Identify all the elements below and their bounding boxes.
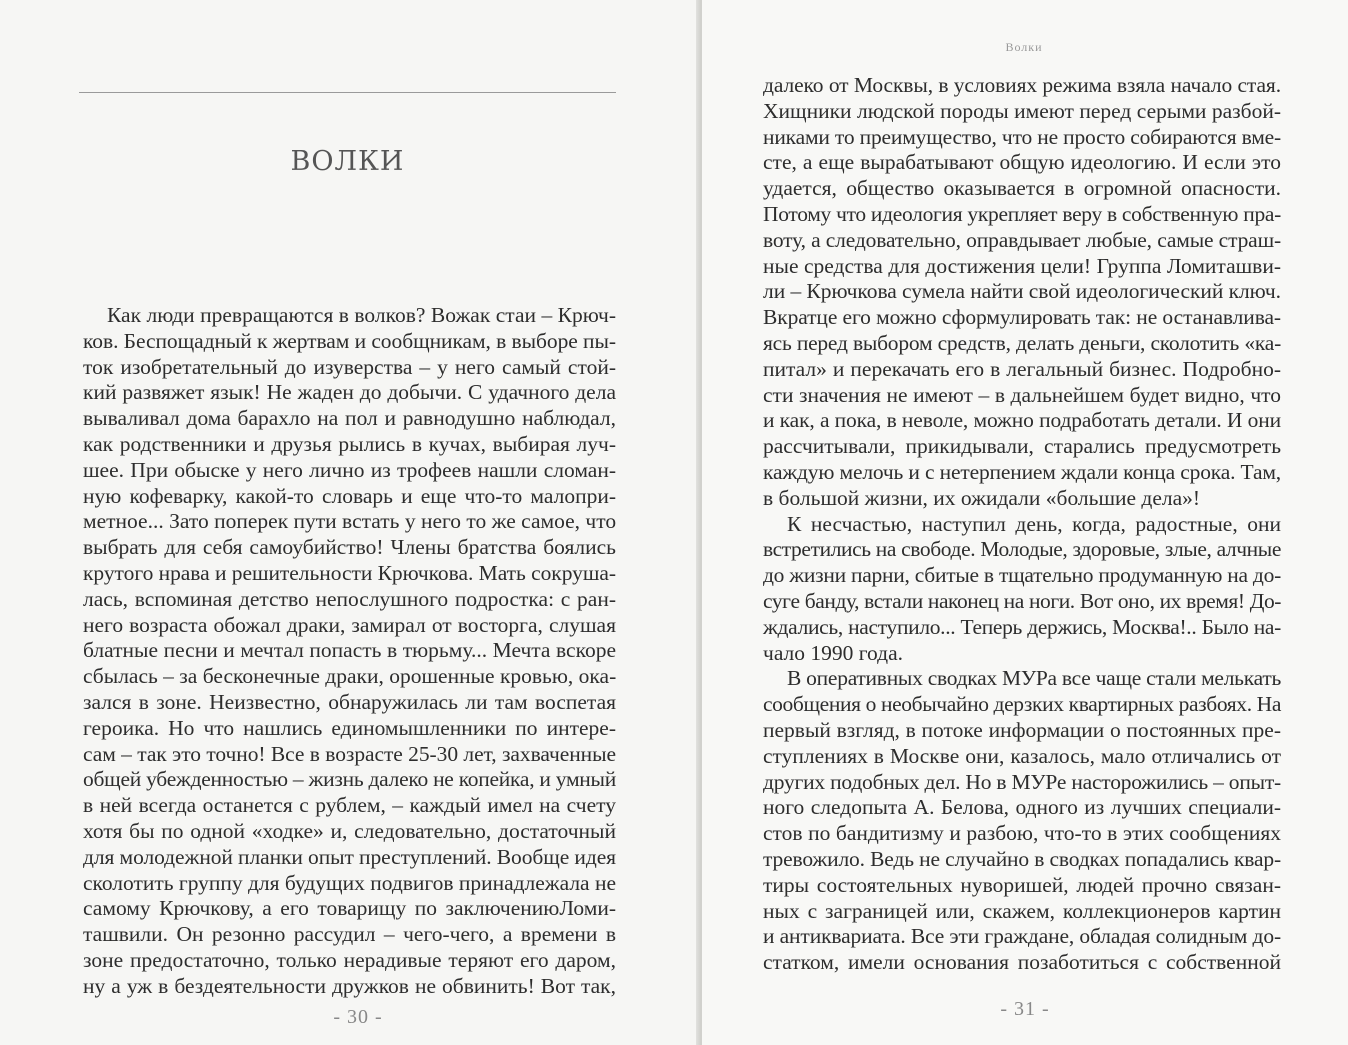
text-line: ков. Беспощадный к жертвам и сообщникам, в выборе пы- bbox=[83, 328, 616, 353]
text-line: сти значения не имеют – в дальнейшем будет видно, что bbox=[763, 382, 1281, 407]
chapter-title: ВОЛКИ bbox=[290, 146, 405, 177]
text-line: ток изобретательный до изуверства – у него самый стой- bbox=[83, 354, 616, 379]
left-page-body bbox=[83, 303, 616, 1000]
text-line: блатные песни и мечтал попасть в тюрьму... Мечта вскоре bbox=[83, 638, 616, 663]
text-line: ну а уж в бездеятельности дружков не обвинить! Вот так, bbox=[83, 973, 616, 998]
text-line: Как люди превращаются в волков? Вожак стаи – Крюч- bbox=[107, 303, 616, 327]
text-line: ных с заграницей или, скажем, коллекционеров картин bbox=[763, 898, 1281, 923]
text-line: ные средства для достижения цели! Группа Ломиташви- bbox=[763, 253, 1281, 278]
text-line: ташвили. Он резонно рассудил – чего-чего, а времени в bbox=[83, 922, 616, 947]
text-line: и антиквариата. Все эти граждане, обладая солидным до- bbox=[763, 924, 1281, 949]
text-line: удается, общество оказывается в огромной опасности. bbox=[763, 176, 1281, 201]
text-line: выбрать для себя самоубийство! Члены братства боялись bbox=[83, 535, 616, 560]
text-line: статком, имели основания позаботиться с собственной bbox=[763, 950, 1281, 975]
text-line: для молодежной планки опыт преступлений. Вообще идея bbox=[83, 844, 616, 869]
text-line: героика. Но что нашлись единомышленники по интере- bbox=[83, 715, 616, 740]
text-line: до жизни парни, сбитые в тщательно продуманную на до- bbox=[763, 563, 1281, 588]
text-line: ную кофеварку, какой-то словарь и еще что-то малопри- bbox=[83, 483, 616, 508]
text-line: и как, а пока, в неволе, можно подработать детали. И они bbox=[763, 408, 1281, 433]
text-line: него возраста обожал драки, замирал от восторга, слушая bbox=[83, 612, 616, 637]
text-line: шее. При обыске у него лично из трофеев нашли сломан- bbox=[83, 457, 616, 482]
text-line: как родственники и друзья рылись в кучах, выбирая луч- bbox=[83, 431, 616, 456]
text-line: сам – так это точно! Все в возрасте 25-30 лет, захваченные bbox=[83, 741, 616, 766]
text-line: сте, а еще вырабатывают общую идеологию. И если это bbox=[763, 150, 1281, 175]
text-line: воту, а следовательно, оправдывает любые, самые страш- bbox=[763, 227, 1281, 252]
text-line: общей убежденностью – жизнь далеко не копейка, и умный bbox=[83, 767, 616, 792]
text-line: других подобных дел. Но в МУРе насторожились – опыт- bbox=[763, 769, 1281, 794]
text-line: вываливал дома барахло на пол и равнодушно наблюдал, bbox=[83, 406, 616, 431]
text-line: сбылась – за бесконечные драки, орошенные кровью, ока- bbox=[83, 664, 617, 689]
text-line: ступлениях в Москве они, казалось, мало отличались от bbox=[763, 743, 1281, 768]
text-line: К несчастью, наступил день, когда, радостные, они bbox=[787, 511, 1281, 536]
text-line: встретились на свободе. Молодые, здоровые, злые, алчные bbox=[763, 537, 1281, 562]
text-line: кий развяжет язык! Не жаден до добычи. С удачного дела bbox=[83, 380, 616, 405]
text-line: Вкратце его можно сформулировать так: не останавлива- bbox=[763, 305, 1281, 330]
text-line: сугe банду, встали наконец на ноги. Вот оно, их время! До- bbox=[763, 588, 1281, 613]
text-line: самому Крючкову, а его товарищу по заключениюЛоми- bbox=[83, 896, 616, 921]
text-line: сколотить группу для будущих подвигов принадлежала не bbox=[83, 870, 616, 895]
text-line: крутого нрава и решительности Крючкова. Мать сокруша- bbox=[83, 560, 616, 585]
text-line: ясь перед выбором средств, делать деньги, сколотить «ка- bbox=[763, 330, 1281, 355]
page-number-left: - 30 - bbox=[333, 1006, 383, 1028]
text-line: никами то преимущество, что не просто собираются вме- bbox=[763, 124, 1281, 149]
page-number-right: - 31 - bbox=[1000, 998, 1050, 1020]
chapter-rule bbox=[79, 92, 616, 93]
text-line: зался в зоне. Неизвестно, обнаружилась ли там воспетая bbox=[83, 689, 616, 714]
right-page-body bbox=[763, 73, 1281, 976]
text-line: ждались, наступило... Теперь держись, Москва!.. Было на- bbox=[763, 614, 1281, 639]
text-line: питал» и перекачать его в легальный бизнес. Подробно- bbox=[763, 356, 1281, 381]
text-line: далеко от Москвы, в условиях режима взяла начало стая. bbox=[763, 73, 1281, 97]
text-line: Хищники людской породы имеют перед серыми разбой- bbox=[763, 98, 1281, 123]
text-line: зоне предостаточно, только нерадивые теряют его даром, bbox=[83, 947, 616, 972]
text-line: ного следопыта А. Белова, одного из лучших специали- bbox=[763, 795, 1281, 820]
text-line: лась, вспоминая детство непослушного подростка: с ран- bbox=[83, 586, 616, 611]
text-line: ли – Крючкова сумела найти свой идеологический ключ. bbox=[763, 279, 1281, 304]
text-line: в большой жизни, их ожидали «большие дела»! bbox=[763, 485, 1201, 510]
text-line: хотя бы по одной «ходке» и, следовательно, достаточный bbox=[83, 818, 616, 843]
text-line: стов по бандитизму и разбою, что-то в этих сообщениях bbox=[763, 821, 1281, 846]
text-line: сообщения о необычайно дерзких квартирных разбоях. На bbox=[763, 692, 1281, 717]
text-line: первый взгляд, в потоке информации о постоянных пре- bbox=[763, 717, 1281, 742]
text-line: метное... Зато поперек пути встать у него то же самое, что bbox=[83, 509, 617, 534]
text-line: тревожило. Ведь не случайно в сводках попадались квар- bbox=[763, 846, 1281, 871]
text-line: В оперативных сводках МУРа все чаще стали мелькать bbox=[787, 666, 1281, 691]
running-head: Волки bbox=[1005, 40, 1043, 54]
text-line: каждую мелочь и с нетерпением ждали конца срока. Там, bbox=[763, 459, 1281, 484]
text-line: Потому что идеология укрепляет веру в собственную пра- bbox=[763, 201, 1281, 226]
text-line: чало 1990 года. bbox=[763, 640, 904, 665]
text-line: тиры состоятельных нуворишей, людей прочно связан- bbox=[763, 872, 1281, 897]
text-line: рассчитывали, прикидывали, старались предусмотреть bbox=[763, 434, 1281, 459]
text-line: в ней всегда останется с рублем, – каждый имел на счету bbox=[83, 793, 616, 818]
